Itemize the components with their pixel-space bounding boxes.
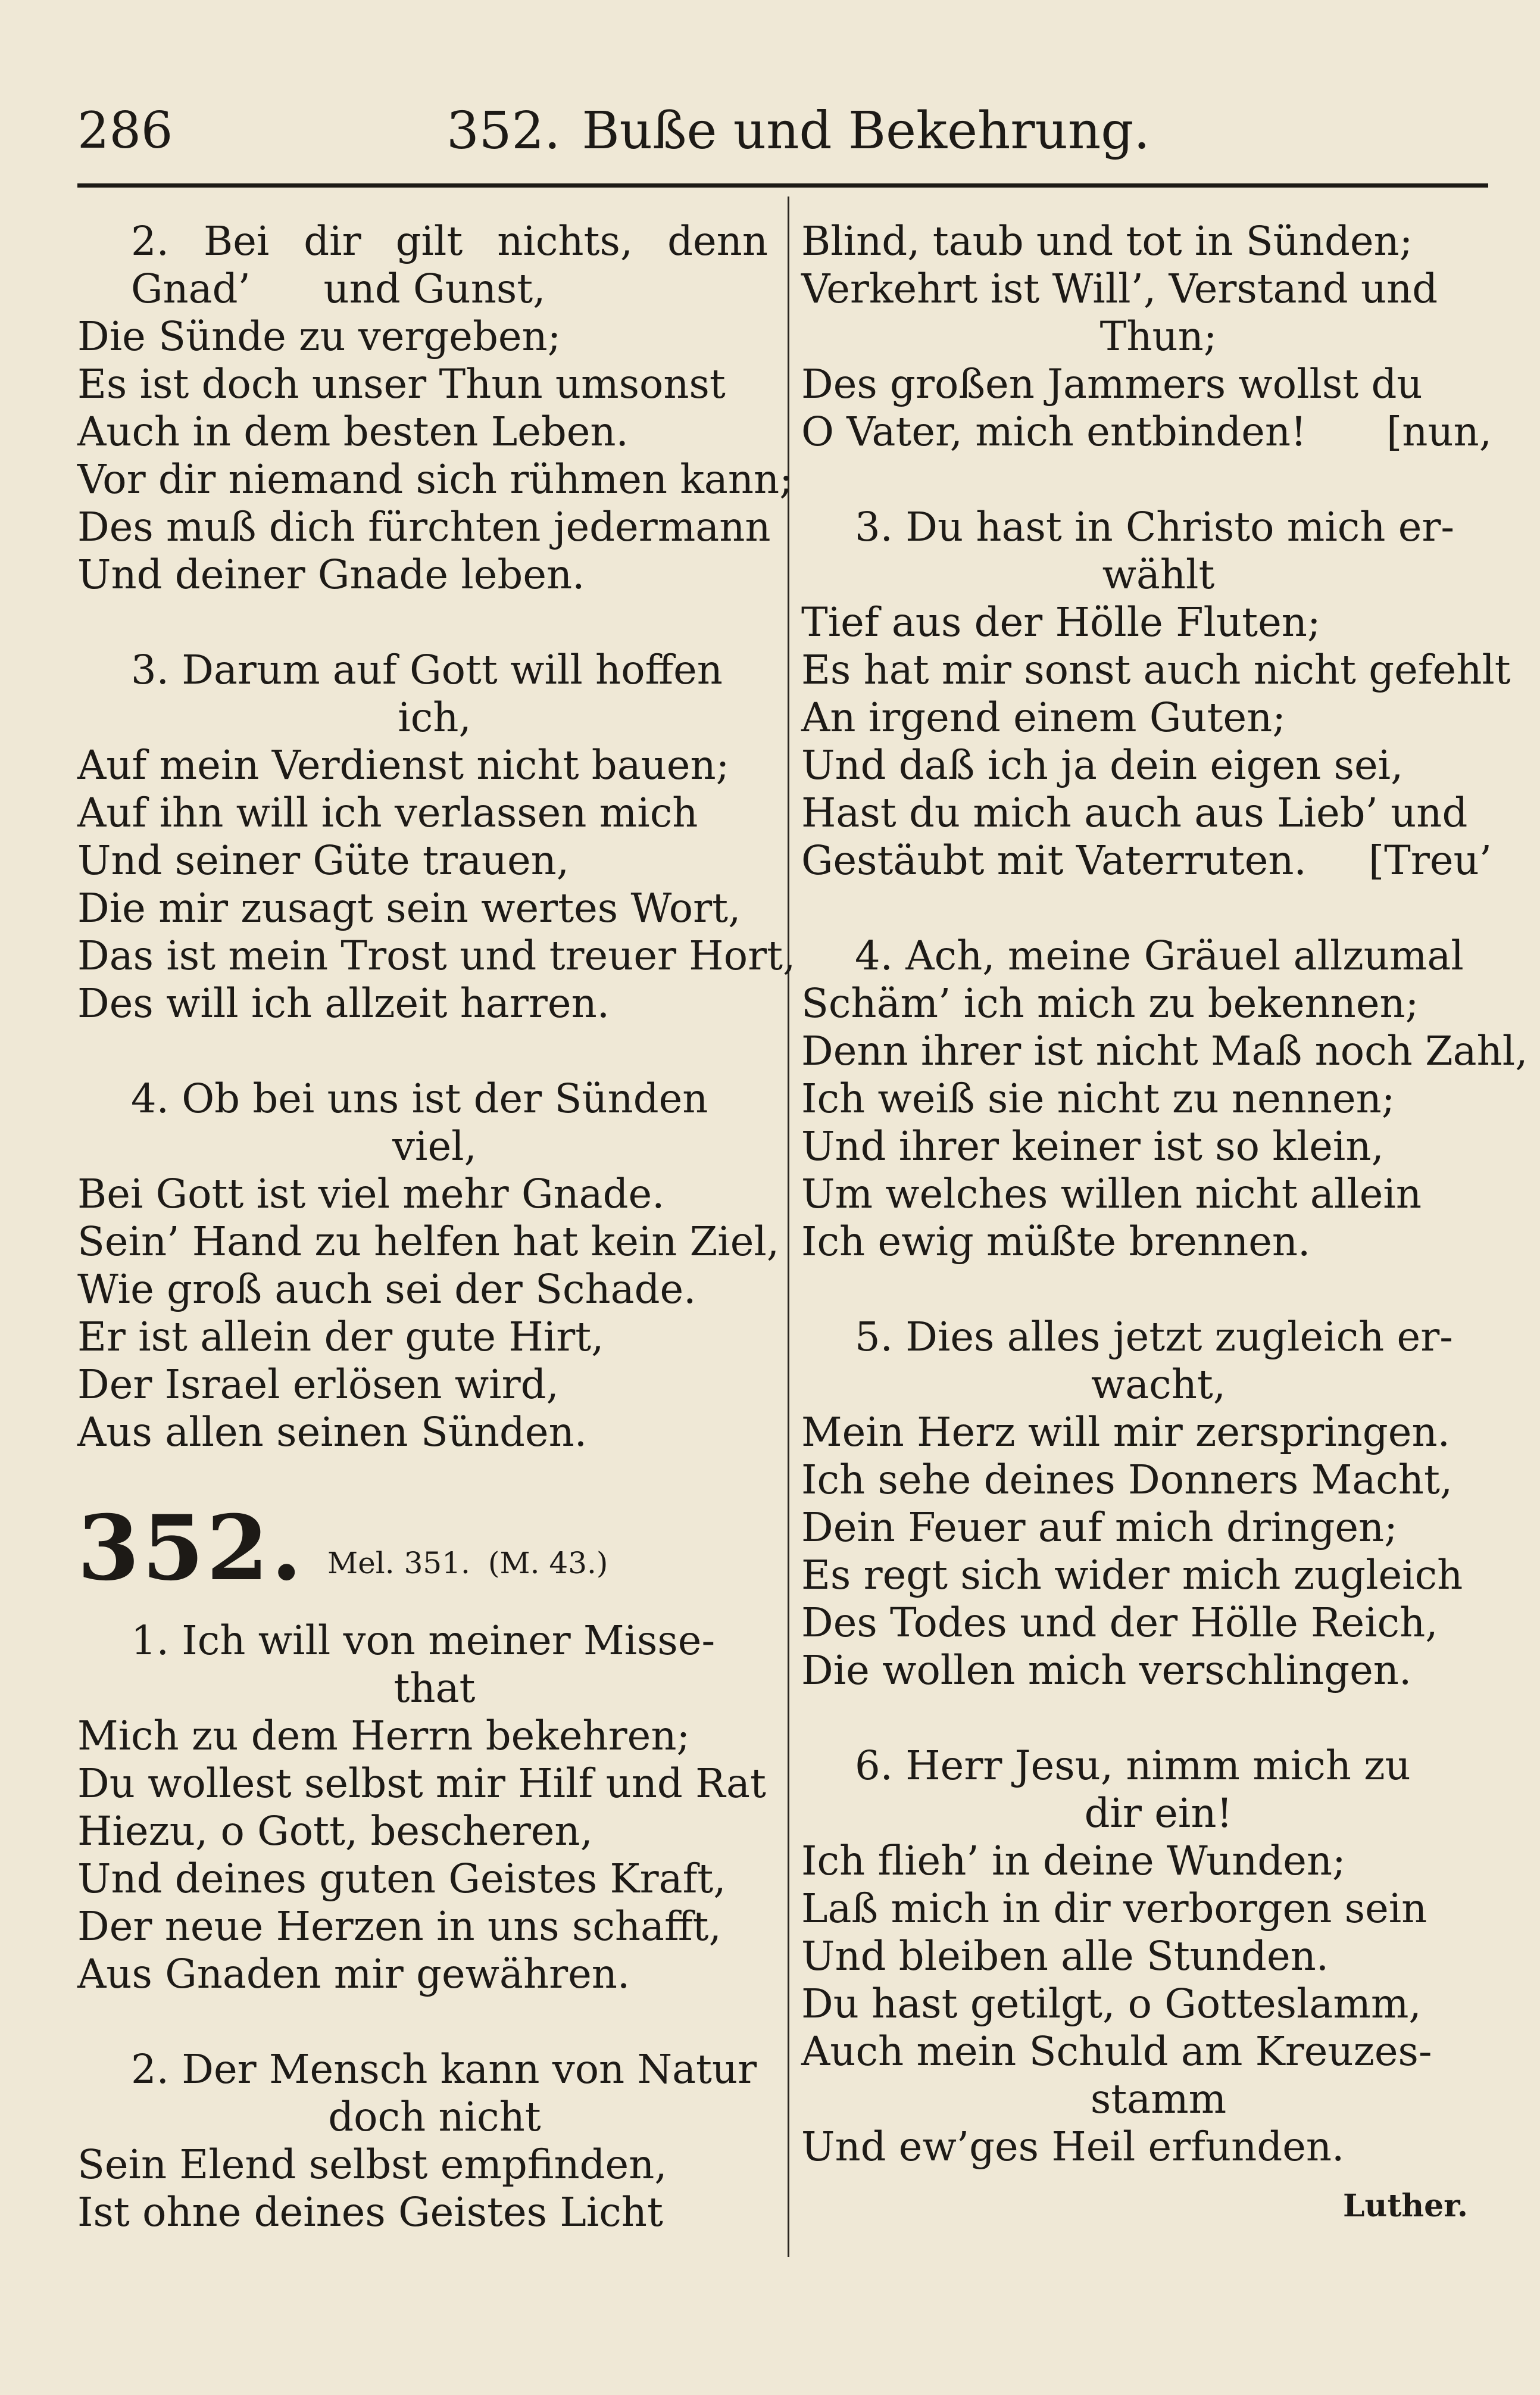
verse-line: und Gunst, <box>323 266 546 312</box>
verse-line: Hast du mich auch aus Lieb’ und <box>801 790 1468 836</box>
verse-line: Und ew’ges Heil erfunden. <box>801 2123 1345 2170</box>
verse-line: Die mir zusagt sein wertes Wort, <box>77 885 741 931</box>
verse-line: stamm <box>1090 2076 1227 2122</box>
verse-line: viel, <box>392 1123 477 1170</box>
verse-line: Und ihrer keiner ist so klein, <box>801 1123 1384 1170</box>
header-rule <box>77 183 1488 188</box>
stanza-number: 6. <box>855 1742 893 1789</box>
verse-line: Mein Herz will mir zerspringen. <box>801 1409 1450 1455</box>
verse-line: Vor dir niemand sich rühmen kann; <box>77 456 793 503</box>
melody-label: Mel. 351. <box>327 1546 470 1580</box>
stanza <box>801 503 1511 884</box>
verse-line: Bei Gott ist viel mehr Gnade. <box>77 1171 665 1217</box>
verse-line: Ich will von meiner Misse- <box>182 1617 716 1664</box>
stanza-number: 4. <box>855 933 893 979</box>
verse-line: Ob bei uns ist der Sünden <box>182 1075 708 1122</box>
running-hymn-number: 352. <box>446 101 561 161</box>
stanza <box>77 217 793 598</box>
verse-line: Sein’ Hand zu helfen hat kein Ziel, <box>77 1218 780 1265</box>
verse-line: Laß mich in dir verborgen sein <box>801 1885 1427 1932</box>
verse-line: Und seiner Güte trauen, <box>77 837 570 884</box>
verse-line: Sein Elend selbst empfinden, <box>77 2141 667 2188</box>
verse-line: Und daß ich ja dein eigen sei, <box>801 742 1404 788</box>
stanza-number: 3. <box>855 504 893 550</box>
verse-line: Und bleiben alle Stunden. <box>801 1933 1329 1979</box>
verse-line: Thun; <box>1099 313 1217 360</box>
verse-line-with-bracket <box>801 408 1492 456</box>
verse-line: Du wollest selbst mir Hilf und Rat <box>77 1760 766 1807</box>
verse-line: Aus Gnaden mir gewähren. <box>77 1951 630 1997</box>
verse-line: wacht, <box>1091 1361 1226 1408</box>
stanza <box>77 1617 768 1998</box>
verse-line: Tief aus der Hölle Fluten; <box>801 599 1321 645</box>
verse-line: Des muß dich fürchten jedermann <box>77 504 771 550</box>
verse-line: Auf ihn will ich verlassen mich <box>77 790 698 836</box>
column-divider <box>788 197 789 2257</box>
running-section-title: Buße und Bekehrung. <box>582 101 1150 161</box>
stanza <box>801 1313 1492 1694</box>
stanza-first-line <box>77 1075 768 1122</box>
verse-line: Herr Jesu, nimm mich zu <box>905 1742 1411 1789</box>
verse-line: Der neue Herzen in uns schafft, <box>77 1903 721 1950</box>
verse-line: Auch mein Schuld am Kreuzes- <box>801 2028 1432 2075</box>
verse-line: Auch in dem besten Leben. <box>77 408 629 455</box>
verse-line: ich, <box>398 694 471 741</box>
stanza-number: 1. <box>131 1617 169 1664</box>
verse-line: Und deines guten Geistes Kraft, <box>77 1855 726 1902</box>
verse-line: Ist ohne deines Geistes Licht <box>77 2189 663 2235</box>
verse-line: Aus allen seinen Sünden. <box>77 1409 588 1455</box>
stanza-number: 5. <box>855 1314 893 1360</box>
verse-line-with-bracket <box>801 837 1492 884</box>
verse-line: Verkehrt ist Will’, Verstand und <box>801 266 1438 312</box>
right-column <box>801 217 1528 2230</box>
bracket-carryover: [Treu’ <box>1369 837 1492 884</box>
verse-line: Es hat mir sonst auch nicht gefehlt <box>801 647 1511 693</box>
verse-line: Gestäubt mit Vaterruten. <box>801 837 1307 884</box>
verse-line: Des Todes und der Hölle Reich, <box>801 1599 1438 1646</box>
verse-line: Um welches willen nicht allein <box>801 1171 1422 1217</box>
verse-line: doch nicht <box>328 2094 541 2140</box>
verse-line: O Vater, mich entbinden! <box>801 408 1307 455</box>
verse-line: wählt <box>1102 551 1215 598</box>
left-column <box>77 217 796 2284</box>
verse-line: Ich sehe deines Donners Macht, <box>801 1457 1453 1503</box>
verse-line: Die Sünde zu vergeben; <box>77 313 561 360</box>
verse-line: Denn ihrer ist nicht Maß noch Zahl, <box>801 1028 1528 1074</box>
verse-line: that <box>393 1665 476 1711</box>
verse-line: Blind, taub und tot in Sünden; <box>801 218 1413 264</box>
stanza-number: 4. <box>131 1075 169 1122</box>
verse-line: Hiezu, o Gott, bescheren, <box>77 1808 593 1854</box>
stanza-number: 2. <box>131 2046 169 2092</box>
verse-line: Der Israel erlösen wird, <box>77 1361 559 1408</box>
verse-line: Schäm’ ich mich zu bekennen; <box>801 980 1419 1027</box>
verse-line: Des großen Jammers wollst du <box>801 361 1423 407</box>
verse-line: Es ist doch unser Thun umsonst <box>77 361 726 407</box>
verse-line: Das ist mein Trost und treuer Hort, <box>77 933 796 979</box>
stanza-first-line <box>801 1742 1492 1789</box>
bracket-carryover: [nun, <box>1386 408 1492 455</box>
verse-line: Bei dir gilt nichts, denn Gnad’ <box>131 218 768 312</box>
verse-line: Und deiner Gnade leben. <box>77 551 585 598</box>
verse-line: Es regt sich wider mich zugleich <box>801 1552 1463 1598</box>
verse-line: dir ein! <box>1084 1790 1233 1836</box>
verse-line: Ich weiß sie nicht zu nennen; <box>801 1075 1395 1122</box>
verse-line: Dies alles jetzt zugleich er- <box>905 1314 1453 1360</box>
stanza-number: 2. <box>131 218 169 264</box>
stanza-continuation <box>801 217 1492 456</box>
verse-line: Wie groß auch sei der Schade. <box>77 1266 696 1312</box>
verse-line: Ich ewig müßte brennen. <box>801 1218 1311 1265</box>
stanza-first-line <box>801 932 1492 980</box>
running-title <box>446 101 1150 161</box>
verse-line: Ach, meine Gräuel allzumal <box>905 933 1464 979</box>
page-header <box>77 89 1482 167</box>
hymn-heading <box>77 1496 768 1601</box>
stanza-first-line <box>77 646 768 694</box>
melody-ref: (M. 43.) <box>488 1546 608 1580</box>
stanza-first-line <box>77 1617 768 1664</box>
verse-line: An irgend einem Guten; <box>801 694 1286 741</box>
verse-line: Du hast in Christo mich er- <box>905 504 1455 550</box>
verse-line: Der Mensch kann von Natur <box>182 2046 757 2092</box>
stanza <box>77 2045 768 2236</box>
verse-line: Ich flieh’ in deine Wunden; <box>801 1838 1346 1884</box>
stanza <box>77 646 796 1027</box>
verse-line: Du hast getilgt, o Gotteslamm, <box>801 1981 1422 2027</box>
stanza-number: 3. <box>131 647 169 693</box>
stanza <box>801 932 1528 1265</box>
stanza-first-line <box>77 2045 768 2093</box>
verse-line: Darum auf Gott will hoffen <box>182 647 723 693</box>
stanza-first-line <box>801 1313 1492 1361</box>
verse-line: Des will ich allzeit harren. <box>77 980 610 1027</box>
verse-line: Die wollen mich verschlingen. <box>801 1647 1412 1694</box>
melody-reference <box>327 1539 626 1587</box>
page-number: 286 <box>77 101 173 160</box>
author-attribution: Luther. <box>1342 2188 1468 2224</box>
stanza <box>77 1075 780 1456</box>
verse-line: Er ist allein der gute Hirt, <box>77 1314 604 1360</box>
verse-line: Dein Feuer auf mich dringen; <box>801 1504 1398 1551</box>
verse-line: Mich zu dem Herrn bekehren; <box>77 1713 691 1759</box>
stanza <box>801 1742 1492 2171</box>
hymn-number: 352. <box>77 1496 305 1601</box>
verse-line: Auf mein Verdienst nicht bauen; <box>77 742 730 788</box>
stanza-first-line <box>801 503 1492 551</box>
